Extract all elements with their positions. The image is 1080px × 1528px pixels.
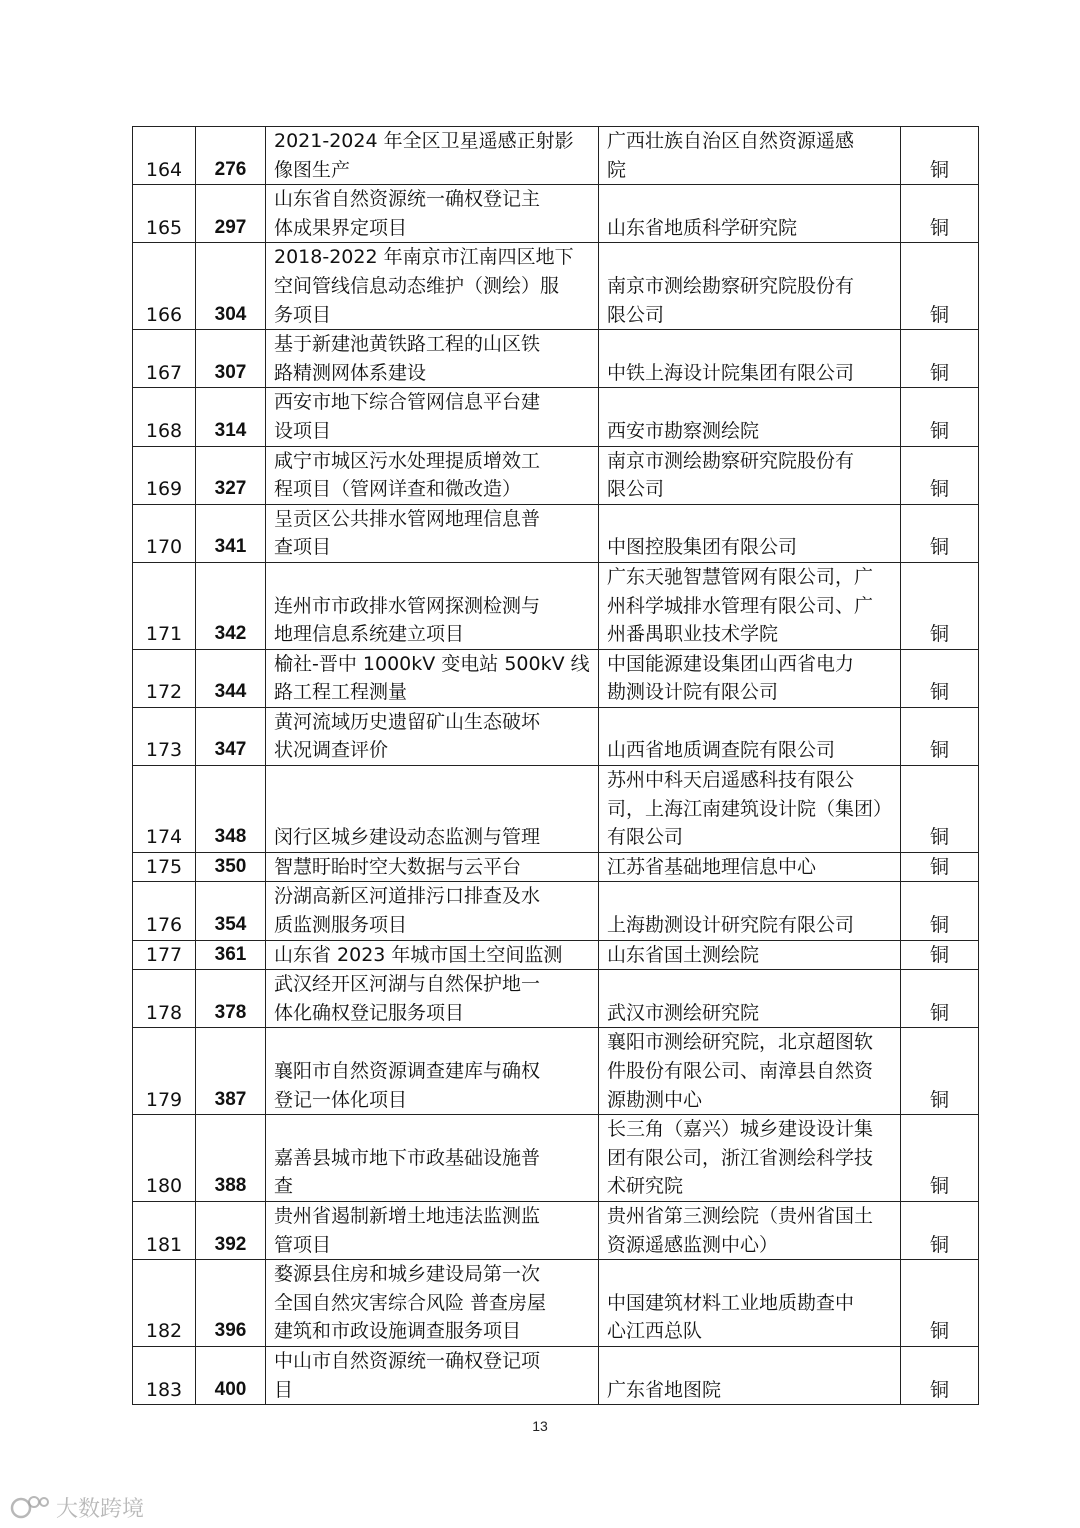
award-level-cell: [901, 504, 979, 562]
awards-table-body: [133, 127, 979, 1405]
row-number: 166: [145, 303, 183, 326]
project-code: 392: [214, 1233, 247, 1255]
project-code: 400: [214, 1378, 247, 1400]
project-code-cell: [196, 127, 266, 185]
row-number: 172: [145, 681, 183, 704]
row-number: 178: [145, 1001, 183, 1024]
project-name-cell: [266, 1346, 599, 1404]
organization-cell: [599, 1346, 901, 1404]
row-number: 171: [145, 623, 183, 646]
project-name: 婺源县住房和城乡建设局第一次 全国自然灾害综合风险 普查房屋 建筑和市政设施调查服务项目: [274, 1263, 547, 1343]
award-level: 铜: [929, 1088, 949, 1111]
project-code-cell: [196, 707, 266, 765]
row-number-cell: [133, 1260, 196, 1347]
project-code-cell: [196, 1260, 266, 1347]
project-name: 武汉经开区河湖与自然保护地一 体化确权登记服务项目: [274, 973, 541, 1024]
project-name-cell: [266, 330, 599, 388]
project-name-cell: [266, 649, 599, 707]
table-row: [133, 185, 979, 243]
row-number: 179: [145, 1088, 183, 1111]
project-code: 327: [214, 478, 247, 500]
row-number: 182: [145, 1320, 183, 1343]
award-level: 铜: [929, 478, 949, 501]
project-name-cell: [266, 1260, 599, 1347]
project-code-cell: [196, 970, 266, 1028]
row-number-cell: [133, 1028, 196, 1115]
project-name-cell: [266, 1115, 599, 1202]
organization: 西安市勘察测绘院: [607, 419, 760, 442]
organization-cell: [599, 649, 901, 707]
project-name: 山东省 2023 年城市国土空间监测: [274, 943, 563, 966]
award-level: 铜: [929, 1378, 949, 1401]
organization: 南京市测绘勘察研究院股份有 限公司: [607, 274, 855, 326]
project-code: 354: [214, 914, 247, 936]
award-level: 铜: [929, 216, 949, 239]
organization: 中国建筑材料工业地质勘查中 心江西总队: [607, 1291, 855, 1343]
row-number: 169: [145, 478, 183, 501]
row-number: 181: [145, 1233, 183, 1256]
project-code-cell: [196, 1201, 266, 1259]
organization-cell: [599, 562, 901, 649]
row-number-cell: [133, 1115, 196, 1202]
page-number: 13: [532, 1418, 548, 1434]
award-level-cell: [901, 1028, 979, 1115]
award-level-cell: [901, 707, 979, 765]
project-code-cell: [196, 940, 266, 970]
project-code-cell: [196, 446, 266, 504]
award-level-cell: [901, 766, 979, 853]
project-name-cell: [266, 504, 599, 562]
award-level: 铜: [929, 914, 949, 937]
project-code: 314: [214, 419, 247, 441]
row-number-cell: [133, 707, 196, 765]
organization: 广西壮族自治区自然资源遥感 院: [607, 130, 855, 181]
organization-cell: [599, 882, 901, 940]
row-number: 168: [145, 419, 183, 442]
organization-cell: [599, 1201, 901, 1259]
organization-cell: [599, 1028, 901, 1115]
organization: 广东省地图院: [607, 1378, 722, 1401]
project-name: 智慧盱眙时空大数据与云平台: [274, 855, 522, 878]
award-level: 铜: [929, 855, 949, 878]
row-number-cell: [133, 882, 196, 940]
table-row: [133, 504, 979, 562]
project-name: 咸宁市城区污水处理提质增效工 程项目（管网详查和微改造）: [274, 449, 541, 501]
project-name: 山东省自然资源统一确权登记主 体成果界定项目: [274, 188, 541, 239]
project-name-cell: [266, 127, 599, 185]
watermark: [10, 1490, 144, 1524]
award-level: 铜: [929, 1001, 949, 1024]
organization-cell: [599, 388, 901, 446]
project-code-cell: [196, 504, 266, 562]
organization: 贵州省第三测绘院（贵州省国土 资源遥感监测中心）: [607, 1204, 874, 1256]
logo-icon: [10, 1492, 50, 1522]
organization-cell: [599, 1260, 901, 1347]
row-number-cell: [133, 970, 196, 1028]
project-name: 2021-2024 年全区卫星遥感正射影 像图生产: [274, 130, 574, 181]
row-number: 183: [145, 1378, 183, 1401]
project-name-cell: [266, 243, 599, 330]
organization-cell: [599, 970, 901, 1028]
project-code: 344: [214, 681, 247, 703]
project-name: 榆社-晋中 1000kV 变电站 500kV 线 路工程工程测量: [274, 652, 590, 704]
award-level: 铜: [929, 536, 949, 559]
award-level: 铜: [929, 943, 949, 966]
row-number: 167: [145, 361, 183, 384]
row-number-cell: [133, 243, 196, 330]
award-level-cell: [901, 388, 979, 446]
project-code-cell: [196, 388, 266, 446]
organization: 广东天驰智慧管网有限公司，广 州科学城排水管理有限公司、广 州番禺职业技术学院: [607, 565, 874, 646]
project-code: 276: [214, 158, 247, 180]
organization-cell: [599, 852, 901, 882]
organization-cell: [599, 504, 901, 562]
project-code-cell: [196, 766, 266, 853]
project-name: 2018-2022 年南京市江南四区地下 空间管线信息动态维护（测绘）服 务项目: [274, 246, 574, 326]
project-name: 襄阳市自然资源调查建库与确权 登记一体化项目: [274, 1060, 541, 1111]
project-code-cell: [196, 185, 266, 243]
project-code: 342: [214, 623, 247, 645]
project-name-cell: [266, 185, 599, 243]
project-name-cell: [266, 940, 599, 970]
organization: 山东省国土测绘院: [607, 943, 760, 966]
organization: 中图控股集团有限公司: [607, 536, 798, 559]
organization: 南京市测绘勘察研究院股份有 限公司: [607, 449, 855, 501]
organization: 长三角（嘉兴）城乡建设设计集 团有限公司，浙江省测绘科学技 术研究院: [607, 1118, 874, 1198]
organization-cell: [599, 940, 901, 970]
award-level: 铜: [929, 361, 949, 384]
award-level-cell: [901, 1115, 979, 1202]
project-code: 388: [214, 1175, 247, 1197]
award-level-cell: [901, 562, 979, 649]
table-row: [133, 1201, 979, 1259]
organization: 山东省地质科学研究院: [607, 216, 798, 239]
row-number: 176: [145, 914, 183, 937]
row-number: 173: [145, 739, 183, 762]
organization: 山西省地质调查院有限公司: [607, 739, 836, 762]
row-number-cell: [133, 940, 196, 970]
table-row: [133, 1260, 979, 1347]
organization-cell: [599, 707, 901, 765]
project-name: 连州市市政排水管网探测检测与 地理信息系统建立项目: [274, 594, 541, 646]
award-level: 铜: [929, 158, 949, 181]
award-level: 铜: [929, 303, 949, 326]
project-code: 307: [214, 361, 247, 383]
table-row: [133, 766, 979, 853]
table-row: [133, 649, 979, 707]
award-level: 铜: [929, 1233, 949, 1256]
project-code-cell: [196, 330, 266, 388]
row-number: 175: [145, 855, 183, 878]
project-name: 中山市自然资源统一确权登记项 目: [274, 1349, 541, 1401]
organization: 襄阳市测绘研究院，北京超图软 件股份有限公司、南漳县自然资 源勘测中心: [607, 1031, 874, 1111]
row-number-cell: [133, 766, 196, 853]
organization-cell: [599, 243, 901, 330]
row-number-cell: [133, 1201, 196, 1259]
award-level-cell: [901, 1260, 979, 1347]
row-number: 177: [145, 943, 183, 966]
table-row: [133, 562, 979, 649]
project-code-cell: [196, 852, 266, 882]
table-row: [133, 243, 979, 330]
award-level-cell: [901, 649, 979, 707]
project-code-cell: [196, 649, 266, 707]
project-code-cell: [196, 562, 266, 649]
organization-cell: [599, 766, 901, 853]
award-level-cell: [901, 446, 979, 504]
project-code-cell: [196, 882, 266, 940]
organization: 武汉市测绘研究院: [607, 1001, 760, 1024]
project-name: 贵州省遏制新增土地违法监测监 管项目: [274, 1204, 541, 1256]
organization-cell: [599, 127, 901, 185]
project-code: 304: [214, 303, 247, 325]
project-name-cell: [266, 766, 599, 853]
table-row: [133, 446, 979, 504]
award-level-cell: [901, 882, 979, 940]
award-level-cell: [901, 940, 979, 970]
award-level-cell: [901, 970, 979, 1028]
row-number-cell: [133, 649, 196, 707]
row-number: 164: [145, 158, 183, 181]
table-row: [133, 127, 979, 185]
row-number-cell: [133, 562, 196, 649]
row-number: 174: [145, 826, 183, 849]
row-number: 165: [145, 216, 183, 239]
award-level: 铜: [929, 419, 949, 442]
project-code-cell: [196, 1115, 266, 1202]
table-row: [133, 970, 979, 1028]
table-row: [133, 852, 979, 882]
award-level-cell: [901, 1346, 979, 1404]
project-name-cell: [266, 882, 599, 940]
row-number-cell: [133, 388, 196, 446]
project-name: 汾湖高新区河道排污口排查及水 质监测服务项目: [274, 885, 541, 937]
project-code: 297: [214, 216, 247, 238]
project-code-cell: [196, 1346, 266, 1404]
project-code: 396: [214, 1320, 247, 1342]
table-row: [133, 1028, 979, 1115]
award-level-cell: [901, 185, 979, 243]
watermark-text: 大数跨境: [56, 1496, 145, 1522]
award-level: 铜: [929, 1175, 949, 1198]
project-name-cell: [266, 388, 599, 446]
award-level-cell: [901, 330, 979, 388]
row-number-cell: [133, 330, 196, 388]
project-name-cell: [266, 1201, 599, 1259]
project-name: 西安市地下综合管网信息平台建 设项目: [274, 391, 541, 442]
table-row: [133, 388, 979, 446]
project-name: 呈贡区公共排水管网地理信息普 查项目: [274, 507, 541, 559]
project-name-cell: [266, 1028, 599, 1115]
project-name-cell: [266, 852, 599, 882]
project-code: 341: [214, 536, 247, 558]
organization: 苏州中科天启遥感科技有限公 司，上海江南建筑设计院（集团） 有限公司: [607, 769, 893, 849]
row-number-cell: [133, 127, 196, 185]
organization-cell: [599, 330, 901, 388]
award-level: 铜: [929, 623, 949, 646]
award-level-cell: [901, 1201, 979, 1259]
row-number-cell: [133, 185, 196, 243]
project-code: 347: [214, 739, 247, 761]
organization: 中国能源建设集团山西省电力 勘测设计院有限公司: [607, 652, 855, 704]
project-name: 黄河流域历史遗留矿山生态破坏 状况调查评价: [274, 710, 541, 762]
project-code: 387: [214, 1088, 247, 1110]
row-number: 180: [145, 1175, 183, 1198]
project-name: 嘉善县城市地下市政基础设施普 查: [274, 1146, 541, 1198]
organization: 上海勘测设计研究院有限公司: [607, 914, 855, 937]
award-level: 铜: [929, 681, 949, 704]
table-row: [133, 882, 979, 940]
award-level-cell: [901, 243, 979, 330]
row-number: 170: [145, 536, 183, 559]
award-level-cell: [901, 127, 979, 185]
table-row: [133, 940, 979, 970]
organization-cell: [599, 446, 901, 504]
project-name-cell: [266, 970, 599, 1028]
project-code: 348: [214, 826, 247, 848]
project-name: 闵行区城乡建设动态监测与管理: [274, 826, 541, 849]
project-code: 378: [214, 1001, 247, 1023]
project-code: 350: [214, 855, 247, 877]
row-number-cell: [133, 1346, 196, 1404]
organization: 江苏省基础地理信息中心: [607, 855, 817, 878]
awards-table: [132, 126, 979, 1405]
project-code-cell: [196, 1028, 266, 1115]
award-level: 铜: [929, 739, 949, 762]
project-code-cell: [196, 243, 266, 330]
organization: 中铁上海设计院集团有限公司: [607, 361, 855, 384]
award-level: 铜: [929, 826, 949, 849]
row-number-cell: [133, 446, 196, 504]
project-name-cell: [266, 707, 599, 765]
table-row: [133, 1115, 979, 1202]
table-row: [133, 1346, 979, 1404]
row-number-cell: [133, 504, 196, 562]
project-name-cell: [266, 562, 599, 649]
project-name: 基于新建池黄铁路工程的山区铁 路精测网体系建设: [274, 333, 541, 384]
project-name-cell: [266, 446, 599, 504]
award-level: 铜: [929, 1320, 949, 1343]
award-level-cell: [901, 852, 979, 882]
row-number-cell: [133, 852, 196, 882]
organization-cell: [599, 185, 901, 243]
project-code: 361: [214, 943, 247, 965]
organization-cell: [599, 1115, 901, 1202]
table-row: [133, 330, 979, 388]
table-row: [133, 707, 979, 765]
